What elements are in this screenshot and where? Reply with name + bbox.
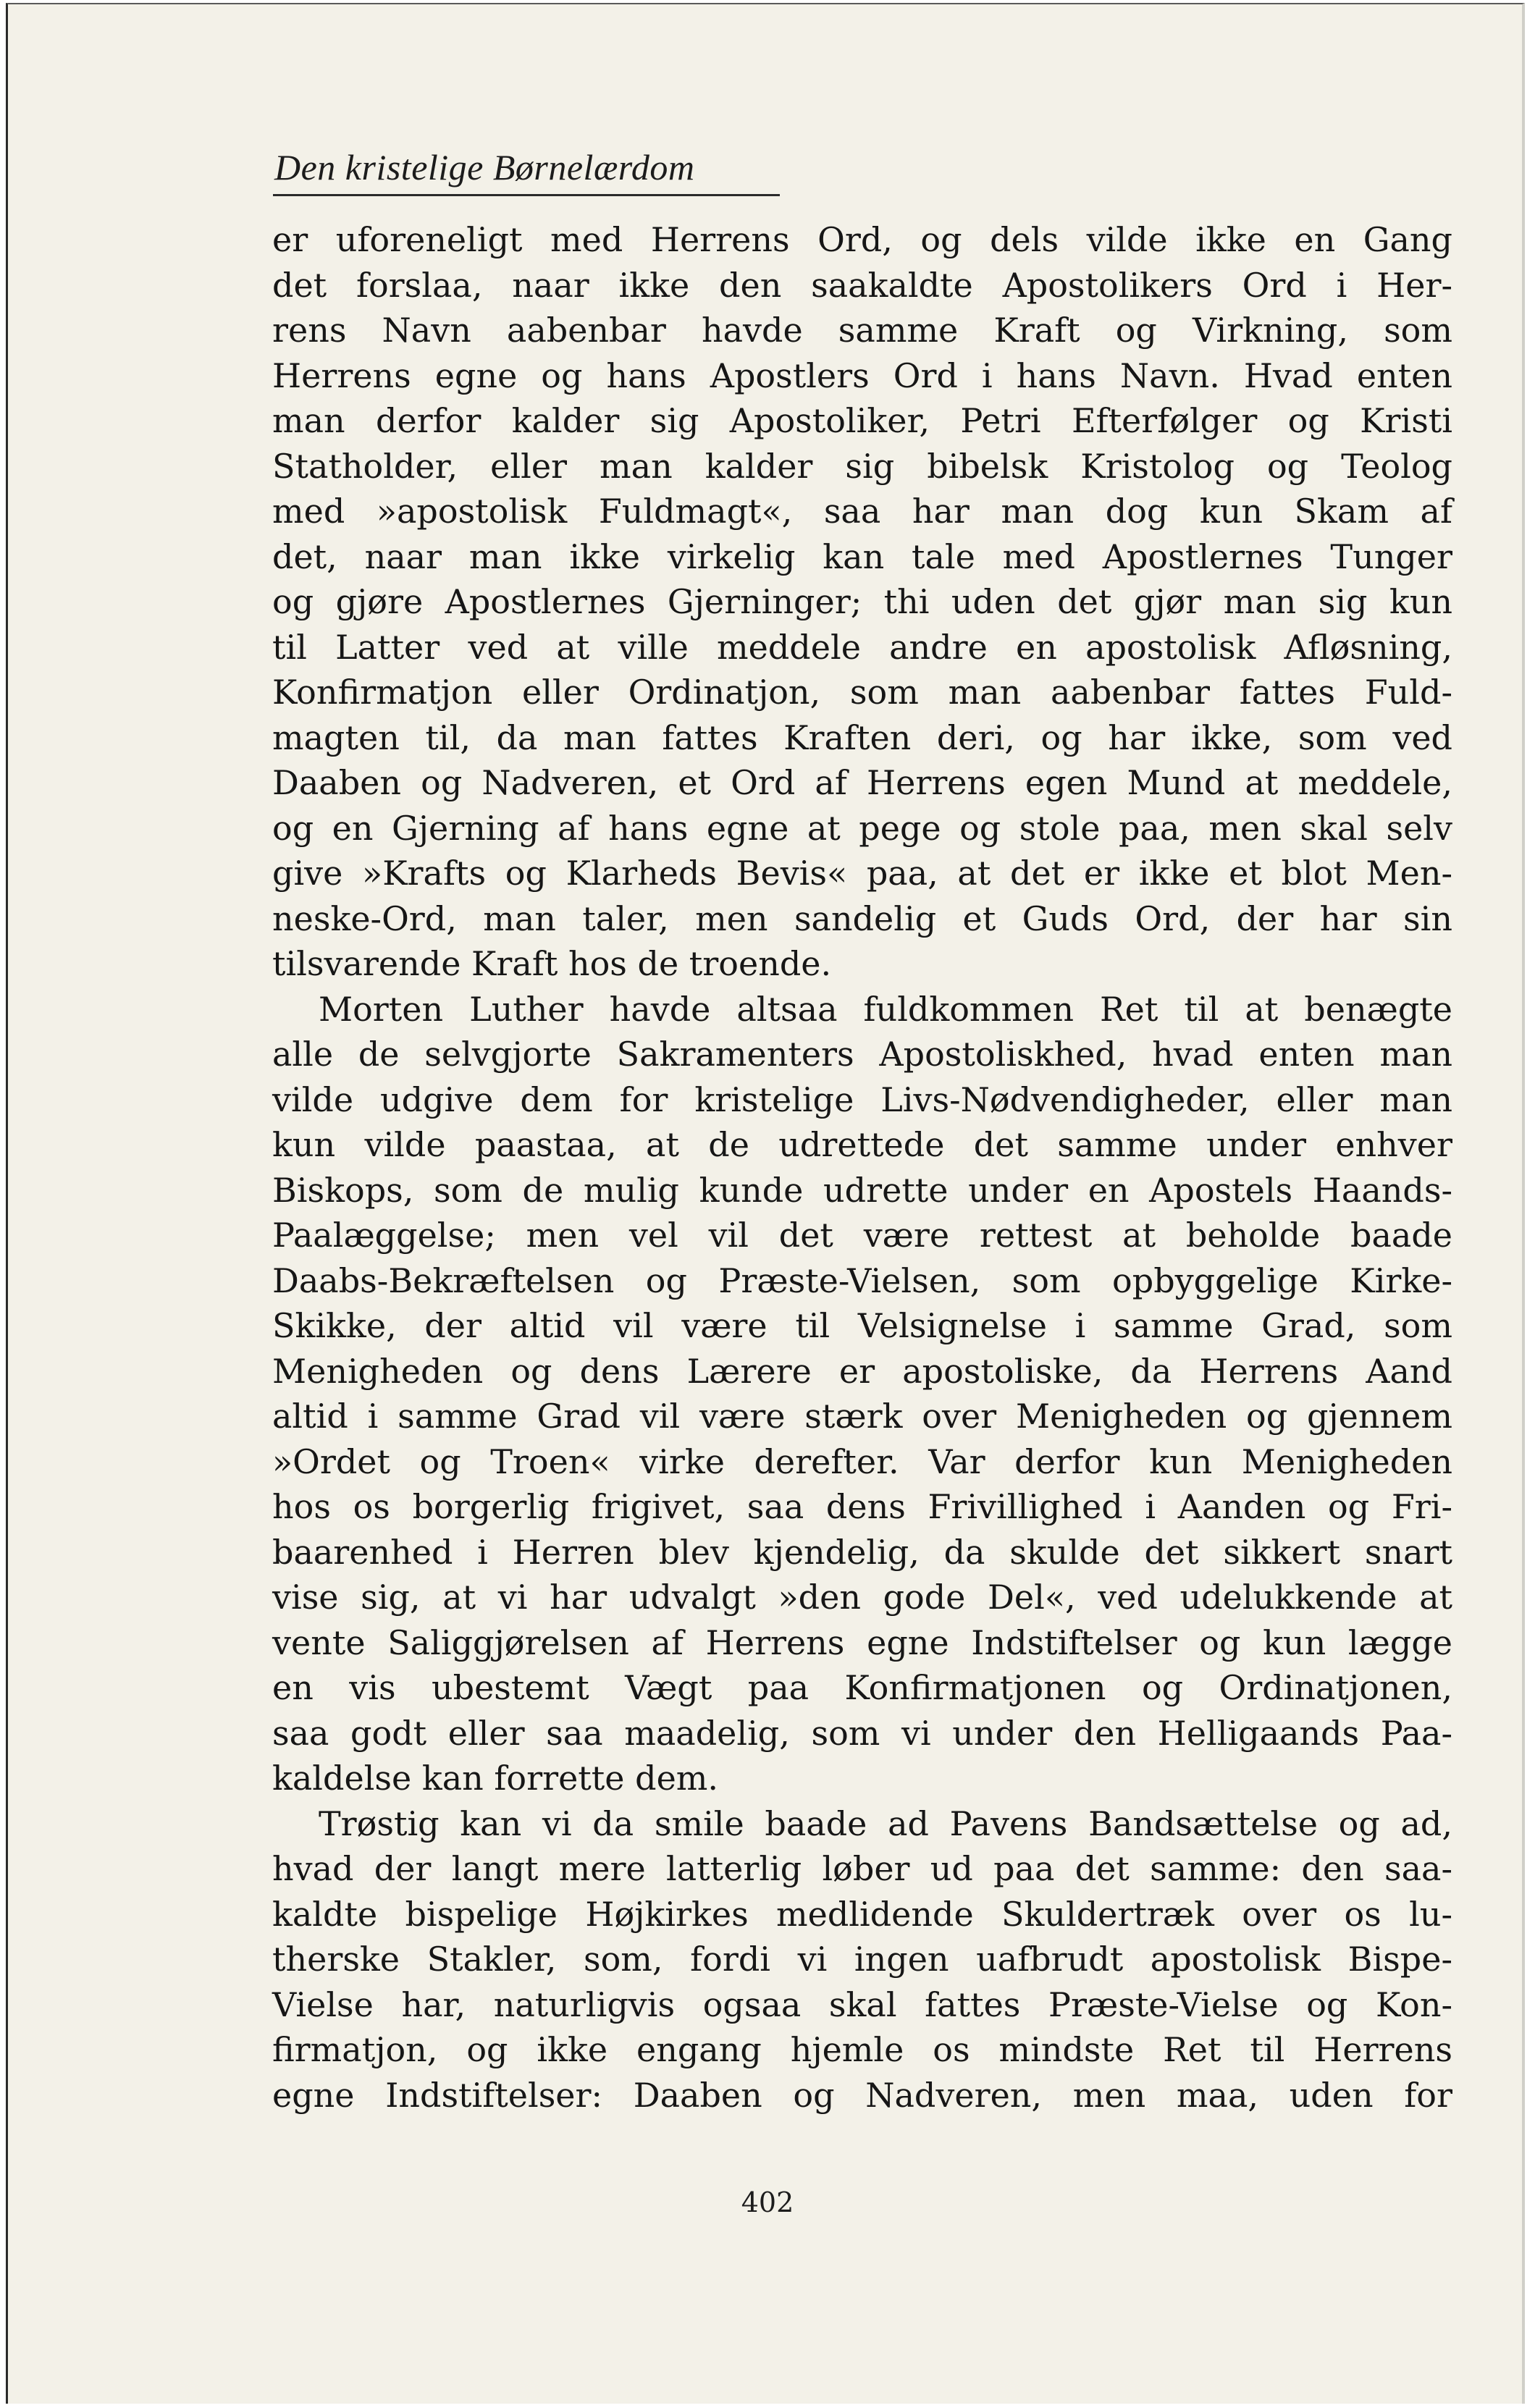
- running-head: Den kristelige Børnelærdom: [274, 147, 695, 188]
- text-line: kaldte bispelige Højkirkes medlidende Skuldertræk over os lu-: [272, 1894, 1452, 1934]
- paragraph: [272, 217, 1452, 987]
- text-line: vente Saliggjørelsen af Herrens egne Indstiftelser og kun lægge: [272, 1622, 1452, 1662]
- text-line: det forslaa, naar ikke den saakaldte Apostolikers Ord i Her-: [272, 265, 1452, 305]
- text-line: Vielse har, naturligvis ogsaa skal fattes Præste-Vielse og Kon-: [272, 1984, 1452, 2024]
- text-line: magten til, da man fattes Kraften deri, og har ikke, som ved: [272, 717, 1452, 757]
- paragraph: [272, 1801, 1452, 2118]
- text-line: altid i samme Grad vil være stærk over Menigheden og gjennem: [272, 1397, 1452, 1436]
- text-line: Konfirmatjon eller Ordinatjon, som man aabenbar fattes Fuld-: [272, 673, 1452, 712]
- text-line: rens Navn aabenbar havde samme Kraft og Virkning, som: [272, 311, 1452, 350]
- text-line: det, naar man ikke virkelig kan tale med Apostlernes Tunger: [272, 536, 1452, 576]
- page-number: 402: [741, 2186, 794, 2218]
- text-line: er uforeneligt med Herrens Ord, og dels vilde ikke en Gang: [272, 220, 1452, 259]
- text-line: »Ordet og Troen« virke derefter. Var derfor kun Menigheden: [272, 1441, 1452, 1481]
- text-line: og gjøre Apostlernes Gjerninger; thi uden det gjør man sig kun: [272, 582, 1452, 621]
- text-line: vise sig, at vi har udvalgt »den gode Del«, ved udelukkende at: [272, 1578, 1452, 1617]
- text-line: Herrens egne og hans Apostlers Ord i hans Navn. Hvad enten: [272, 355, 1452, 395]
- text-line: Paalæggelse; men vel vil det være rettest at beholde baade: [272, 1216, 1452, 1255]
- text-line: hos os borgerlig frigivet, saa dens Frivillighed i Aanden og Fri-: [272, 1487, 1452, 1526]
- text-line: Trøstig kan vi da smile baade ad Pavens Bandsættelse og ad,: [319, 1803, 1452, 1843]
- body-text: [272, 217, 1452, 2118]
- text-line: en vis ubestemt Vægt paa Konfirmatjonen og Ordinatjonen,: [272, 1668, 1452, 1707]
- text-line: Statholder, eller man kalder sig bibelsk Kristolog og Teolog: [272, 446, 1452, 486]
- text-line: tilsvarende Kraft hos de troende.: [272, 944, 832, 983]
- text-line: kaldelse kan forrette dem.: [272, 1759, 719, 1798]
- text-line: therske Stakler, som, fordi vi ingen uafbrudt apostolisk Bispe-: [272, 1940, 1452, 1979]
- text-line: Skikke, der altid vil være til Velsignelse i samme Grad, som: [272, 1306, 1452, 1345]
- text-line: Daaben og Nadveren, et Ord af Herrens egen Mund at meddele,: [272, 763, 1452, 802]
- text-line: kun vilde paastaa, at de udrettede det samme under enhver: [272, 1125, 1452, 1164]
- text-line: firmatjon, og ikke engang hjemle os mindste Ret til Herrens: [272, 2030, 1452, 2069]
- text-line: og en Gjerning af hans egne at pege og stole paa, men skal selv: [272, 808, 1452, 848]
- running-head-rule: [273, 194, 780, 196]
- text-line: hvad der langt mere latterlig løber ud paa det samme: den saa-: [272, 1849, 1452, 1888]
- text-line: vilde udgive dem for kristelige Livs-Nødvendigheder, eller man: [272, 1079, 1452, 1119]
- text-line: egne Indstiftelser: Daaben og Nadveren, men maa, uden for: [272, 2075, 1452, 2115]
- text-line: Menigheden og dens Lærere er apostoliske, da Herrens Aand: [272, 1351, 1452, 1391]
- text-line: Biskops, som de mulig kunde udrette under en Apostels Haands-: [272, 1170, 1452, 1210]
- text-line: med »apostolisk Fuldmagt«, saa har man dog kun Skam af: [272, 492, 1452, 531]
- paragraph: [272, 987, 1452, 1801]
- text-line: til Latter ved at ville meddele andre en apostolisk Afløsning,: [272, 627, 1452, 667]
- text-line: Morten Luther havde altsaa fuldkommen Ret til at benægte: [319, 989, 1452, 1029]
- text-line: baarenhed i Herren blev kjendelig, da skulde det sikkert snart: [272, 1532, 1452, 1572]
- text-line: Daabs-Bekræftelsen og Præste-Vielsen, som opbyggelige Kirke-: [272, 1260, 1452, 1300]
- text-line: neske-Ord, man taler, men sandelig et Guds Ord, der har sin: [272, 898, 1452, 938]
- text-line: saa godt eller saa maadelig, som vi under den Helligaands Paa-: [272, 1713, 1452, 1753]
- text-line: give »Krafts og Klarheds Bevis« paa, at det er ikke et blot Men-: [272, 854, 1452, 893]
- text-line: alle de selvgjorte Sakramenters Apostoliskhed, hvad enten man: [272, 1035, 1452, 1074]
- text-line: man derfor kalder sig Apostoliker, Petri Efterfølger og Kristi: [272, 401, 1452, 440]
